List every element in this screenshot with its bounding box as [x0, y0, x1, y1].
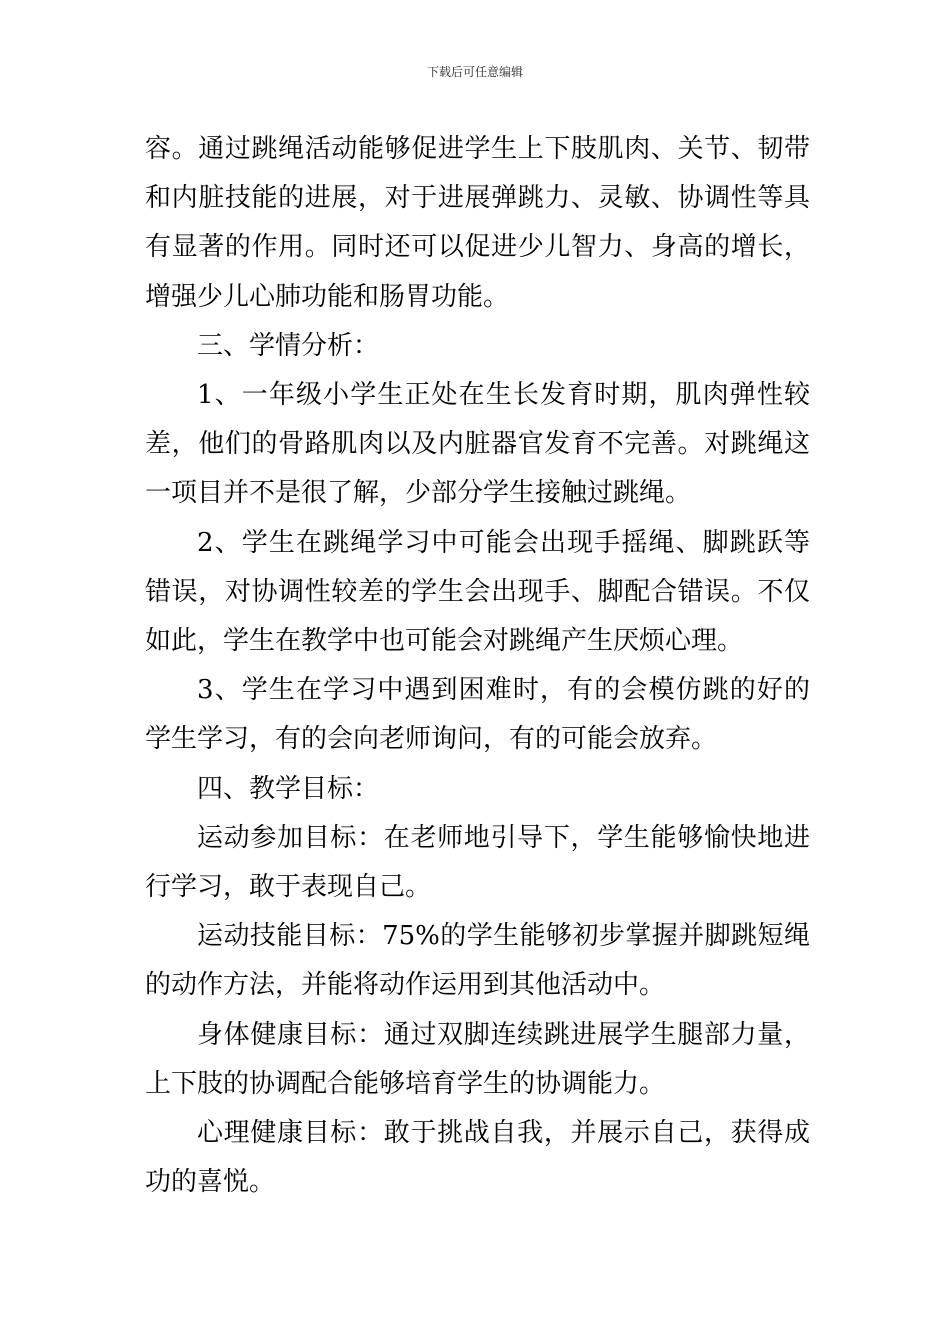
paragraph-continuation: 容。通过跳绳活动能够促进学生上下肢肌肉、关节、韧带和内脏技能的进展，对于进展弹跳力、灵敏、协调性等具有显著的作用。同时还可以促进少儿智力、身高的增长，增强少儿心肺功能和肠胃功能。: [145, 134, 810, 312]
section-heading-teaching-goals: 四、教学目标：: [197, 773, 380, 804]
document-body: [145, 125, 810, 1207]
paragraph-goal-mental-health: 心理健康目标：敢于挑战自我，并展示自己，获得成功的喜悦。: [145, 1118, 810, 1198]
paragraph-analysis-1: 1、一年级小学生正处在生长发育时期，肌肉弹性较差，他们的骨路肌肉以及内脏器官发育不完善。对跳绳这一项目并不是很了解，少部分学生接触过跳绳。: [145, 380, 810, 509]
paragraph-goal-skill: 运动技能目标：75%的学生能够初步掌握并脚跳短绳的动作方法，并能将动作运用到其他活动中。: [145, 921, 810, 1001]
paragraph-analysis-2: 2、学生在跳绳学习中可能会出现手摇绳、脚跳跃等错误，对协调性较差的学生会出现手、脚配合错误。不仅如此，学生在教学中也可能会对跳绳产生厌烦心理。: [145, 527, 810, 657]
page-header: 下载后可任意编辑: [426, 65, 523, 79]
paragraph-goal-physical-health: 身体健康目标：通过双脚连续跳进展学生腿部力量，上下肢的协调配合能够培育学生的协调能力。: [145, 1019, 810, 1099]
paragraph-analysis-3: 3、学生在学习中遇到困难时，有的会模仿跳的好的学生学习，有的会向老师询问，有的可能会放弃。: [145, 675, 810, 755]
paragraph-goal-participation: 运动参加目标：在老师地引导下，学生能够愉快地进行学习，敢于表现自己。: [145, 822, 810, 903]
section-heading-learning-analysis: 三、学情分析：: [197, 330, 380, 361]
